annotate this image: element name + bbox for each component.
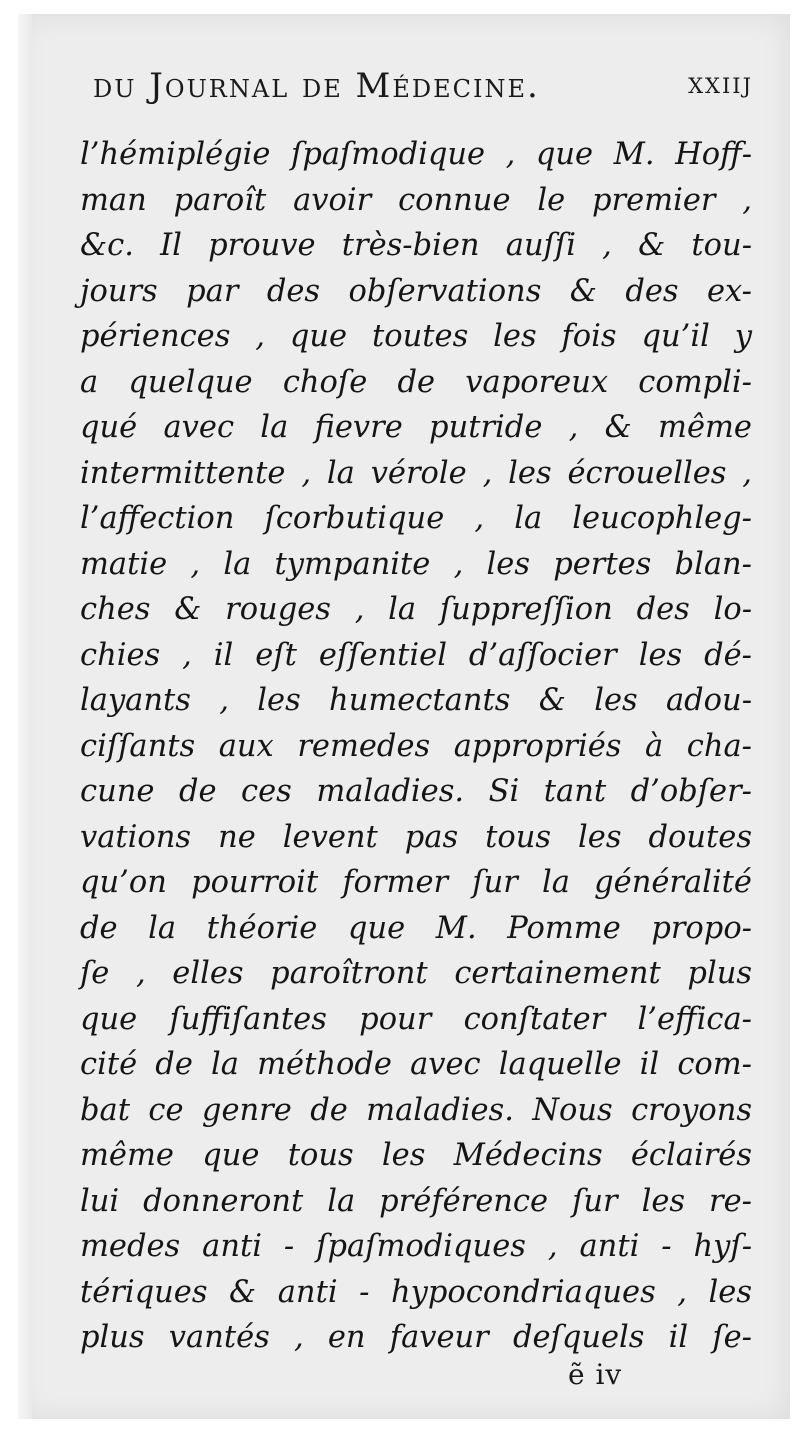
text-line: lui donneront la préférence ſur les re- <box>80 1183 752 1219</box>
signature-mark: ẽ iv <box>568 1358 623 1391</box>
running-head <box>93 66 753 116</box>
text-line: qu’on pourroit former ſur la généralité <box>80 865 752 900</box>
body-text <box>80 132 752 1361</box>
text-line: qué avec la fievre putride , & même <box>80 410 752 445</box>
text-line: layants , les humectants & les adou- <box>80 683 752 718</box>
book-page <box>18 14 790 1419</box>
text-line: même que tous les Médecins éclairés <box>80 1138 752 1173</box>
text-line: matie , la tympanite , les pertes blan- <box>80 546 752 582</box>
text-line: tériques & anti - hypocondriaques , les <box>80 1274 752 1310</box>
text-line: plus vantés , en faveur deſquels il ſe- <box>80 1320 752 1355</box>
text-line: cune de ces maladies. Si tant d’obſer- <box>80 774 752 809</box>
text-line: bat ce genre de maladies. Nous croyons <box>80 1092 752 1128</box>
text-line: man paroît avoir connue le premier , <box>80 182 752 218</box>
text-line: jours par des obſervations & des ex- <box>80 273 752 309</box>
text-line: ſe , elles paroîtront certainement plus <box>80 956 752 991</box>
text-line: medes anti - ſpaſmodiques , anti - hyſ- <box>80 1229 752 1264</box>
text-line: vations ne levent pas tous les doutes <box>80 819 752 855</box>
running-head-title: du Journal de Médecine. <box>93 66 540 106</box>
text-line: périences , que toutes les fois qu’il y <box>80 319 752 354</box>
text-line: a quelque choſe de vaporeux compli- <box>80 364 752 400</box>
page-edge <box>18 14 32 1419</box>
text-line: intermittente , la vérole , les écrouelles , <box>80 455 752 491</box>
text-line: de la théorie que M. Pomme propo- <box>80 910 752 946</box>
text-line: ciſſants aux remedes appropriés à cha- <box>80 728 752 764</box>
text-line: chies , il eſt eſſentiel d’aſſocier les dé- <box>80 637 752 673</box>
text-line: l’hémiplégie ſpaſmodique , que M. Hoff- <box>80 137 752 172</box>
text-line: cité de la méthode avec laquelle il com- <box>80 1047 752 1082</box>
text-line: l’affection ſcorbutique , la leucophleg- <box>80 501 752 536</box>
text-line: &c. Il prouve très-bien auſſi , & tou- <box>80 228 752 263</box>
text-line: que ſuffiſantes pour conſtater l’effica- <box>80 1001 752 1037</box>
page-number: xxiij <box>688 66 753 101</box>
text-line: ches & rouges , la ſuppreſſion des lo- <box>80 592 752 627</box>
